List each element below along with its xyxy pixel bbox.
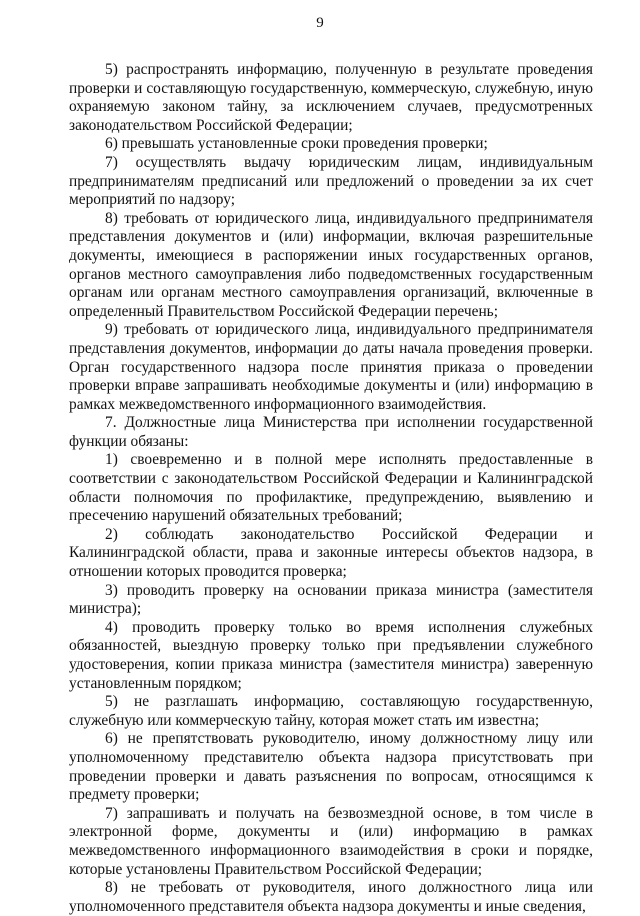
duty-item-6: 6) не препятствовать руководителю, иному должностному лицу или уполномоченному представителю объекта надзора присутствовать при проведении проверки и давать разъяснения по вопросам, относящимся к предмету проверки; [69,730,593,804]
document-body [69,61,593,916]
paragraph-item-9: 9) требовать от юридического лица, индивидуального предпринимателя представления документов, информации до даты начала проведения проверки. Орган государственного надзора после принятия приказа о проведении проверки вправе запрашивать необходимые документы и (или) информацию в рамках межведомственного информационного взаимодействия. [69,321,593,413]
paragraph-item-8: 8) требовать от юридического лица, индивидуального предпринимателя представления документов и (или) информации, включая разрешительные документы, имеющиеся в распоряжении иных государственных органов, органов местного самоуправления либо подведомственных государственным органам или органам местного самоуправления организаций, включенные в определенный Правительством Российской Федерации перечень; [69,209,593,320]
duty-item-7: 7) запрашивать и получать на безвозмездной основе, в том числе в электронной форме, документы и (или) информацию в рамках межведомственного информационного взаимодействия в сроки и порядке, которые установлены Правительством Российской Федерации; [69,804,593,878]
duty-item-4: 4) проводить проверку только во время исполнения служебных обязанностей, выездную проверку только при предъявлении служебного удостоверения, копии приказа министра (заместителя министра) заверенную установленным порядком; [69,618,593,692]
page-number: 9 [316,15,324,31]
paragraph-item-6: 6) превышать установленные сроки проведения проверки; [105,135,488,153]
duty-item-3: 3) проводить проверку на основании приказа министра (заместителя министра); [69,581,593,618]
paragraph-item-7: 7) осуществлять выдачу юридическим лицам, индивидуальным предпринимателям предписаний или предложений о проведении за их счет мероприятий по надзору; [69,153,593,209]
duty-item-8: 8) не требовать от руководителя, иного должностного лица или уполномоченного представителя объекта надзора документы и иные сведения, [69,879,593,915]
paragraph-item-5: 5) распространять информацию, полученную в результате проведения проверки и составляющую государственную, коммерческую, служебную, иную охраняемую законом тайну, за исключением случаев, предусмотренных законодательством Российской Федерации; [69,61,593,134]
duty-item-5: 5) не разглашать информацию, составляющую государственную, служебную или коммерческую тайну, которая может стать им известна; [69,693,593,729]
section-7-heading: 7. Должностные лица Министерства при исполнении государственной функции обязаны: [69,414,593,450]
duty-item-2: 2) соблюдать законодательство Российской Федерации и Калининградской области, права и законные интересы объектов надзора, в отношении которых проводится проверка; [69,525,593,581]
duty-item-1: 1) своевременно и в полной мере исполнять предоставленные в соответствии с законодательством Российской Федерации и Калининградской области полномочия по профилактике, предупреждению, выявлению и пресечению нарушений обязательных требований; [69,451,593,525]
